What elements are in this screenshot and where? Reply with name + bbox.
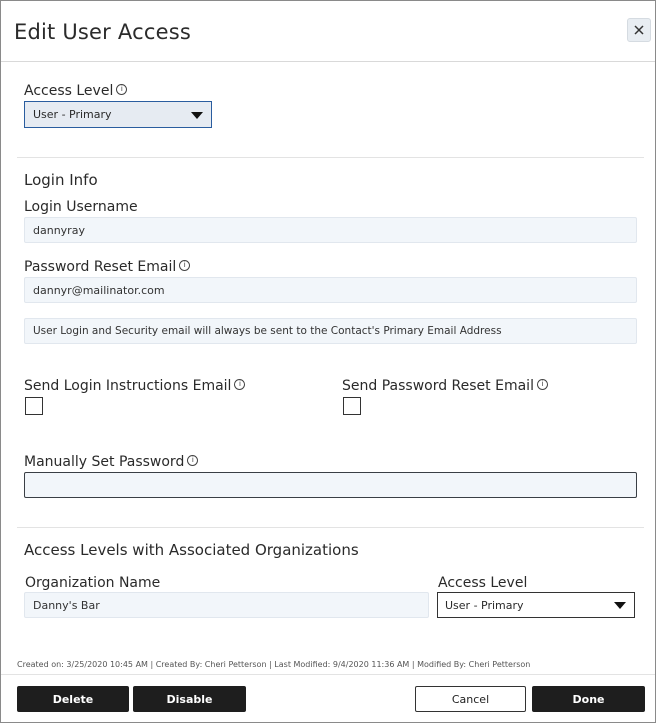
done-button[interactable]: Done: [532, 686, 645, 712]
access-level-column-header: Access Level: [438, 575, 528, 591]
login-info-heading: Login Info: [24, 171, 98, 189]
access-level-label: Access Level i: [24, 83, 127, 99]
login-username-field[interactable]: dannyray: [24, 217, 637, 243]
info-icon[interactable]: i: [116, 84, 127, 95]
info-icon[interactable]: i: [187, 455, 198, 466]
dialog-title: Edit User Access: [14, 20, 191, 44]
dialog-header: [1, 1, 655, 62]
section-divider: [17, 157, 644, 158]
password-reset-email-label: Password Reset Email i: [24, 259, 190, 275]
manual-password-label: Manually Set Password i: [24, 454, 198, 470]
send-password-reset-label: Send Password Reset Email i: [342, 378, 548, 394]
close-icon: [634, 25, 644, 35]
delete-button[interactable]: Delete: [17, 686, 129, 712]
associated-orgs-heading: Access Levels with Associated Organizations: [24, 541, 359, 559]
disable-button[interactable]: Disable: [133, 686, 246, 712]
access-level-value: User - Primary: [33, 108, 112, 121]
dropdown-caret-icon: [614, 602, 626, 609]
close-button[interactable]: [627, 18, 651, 42]
info-icon[interactable]: i: [537, 379, 548, 390]
login-username-label: Login Username: [24, 199, 138, 215]
manual-password-input[interactable]: [24, 472, 637, 498]
cancel-button[interactable]: Cancel: [415, 686, 526, 712]
org-name-column-header: Organization Name: [25, 575, 161, 591]
org-name-field: Danny's Bar: [24, 592, 429, 618]
info-icon[interactable]: i: [179, 260, 190, 271]
send-password-reset-checkbox[interactable]: [343, 397, 361, 415]
access-level-select[interactable]: [24, 101, 212, 128]
org-access-level-select[interactable]: User - Primary: [437, 592, 635, 618]
security-email-notice: User Login and Security email will always be sent to the Contact's Primary Email Address: [24, 318, 637, 344]
send-login-instructions-label: Send Login Instructions Email i: [24, 378, 245, 394]
password-reset-email-field[interactable]: dannyr@mailinator.com: [24, 277, 637, 303]
section-divider: [17, 527, 644, 528]
footer-divider: [1, 674, 655, 675]
dropdown-caret-icon: [191, 112, 203, 119]
send-login-instructions-checkbox[interactable]: [25, 397, 43, 415]
audit-metadata: Created on: 3/25/2020 10:45 AM | Created By: Cheri Petterson | Last Modified: 9/4/2020 11:36 AM | Modified By: Cheri Petterson: [17, 660, 531, 669]
info-icon[interactable]: i: [234, 379, 245, 390]
